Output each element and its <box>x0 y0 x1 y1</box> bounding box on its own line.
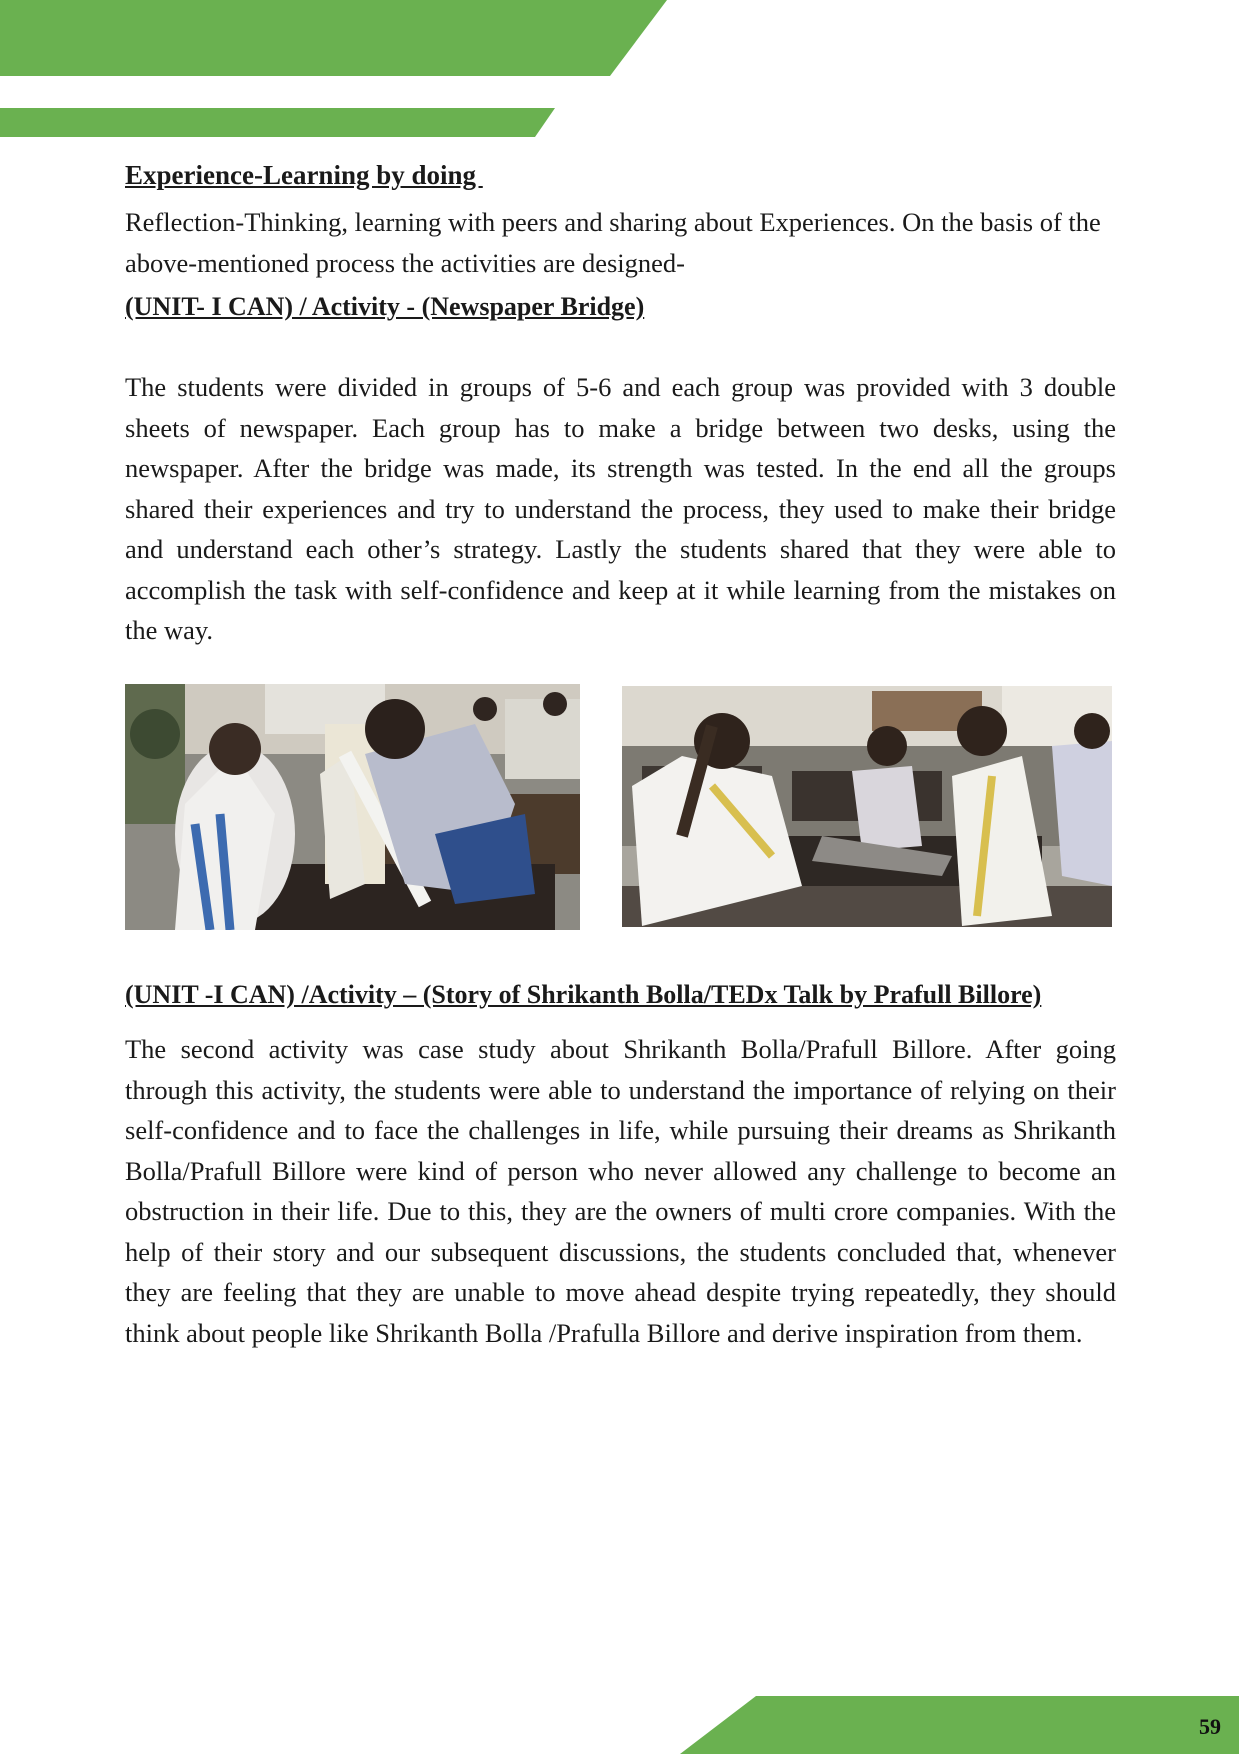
page-content <box>125 152 1116 651</box>
activity2-text: The second activity was case study about Shrikanth Bolla/Prafull Billore. After going through this activity, the students were able to understand the importance of relying on their self-confidence and to face the challenges in life, while pursuing their dreams as Shrikanth Bolla/Prafull Billore were kind of person who never allowed any challenge to become an obstruction in their life. Due to this, they are the owners of multi crore companies. With the help of their story and our subsequent discussions, the students concluded that, whenever they are feeling that they are unable to move ahead despite trying repeatedly, they should think about people like Shrikanth Bolla /Prafulla Billore and derive inspiration from them. <box>125 1034 1116 1348</box>
activity-photos <box>125 684 1116 931</box>
top-green-band <box>0 0 670 78</box>
intro-heading: Experience-Learning by doing <box>125 160 483 190</box>
intro-section <box>125 152 1116 327</box>
newspaper-bridge-photo-right <box>622 686 1112 927</box>
newspaper-bridge-photo-left <box>125 684 580 930</box>
activity2-section <box>125 974 1116 1353</box>
page-number: 59 <box>1199 1714 1221 1739</box>
activity2-heading: (UNIT -I CAN) /Activity – (Story of Shrikanth Bolla/TEDx Talk by Prafull Billore) <box>125 980 1042 1009</box>
activity1-text: The students were divided in groups of 5-6 and each group was provided with 3 double sheets of newspaper. Each group has to make a bridge between two desks, using the newspaper. After the bridge was made, its strength was tested. In the end all the groups shared their experiences and try to understand the process, they used to make their bridge and understand each other’s strategy. Lastly the students shared that they were able to accomplish the task with self-confidence and keep at it while learning from the mistakes on the way. <box>125 372 1116 645</box>
intro-text: Reflection-Thinking, learning with peers and sharing about Experiences. On the basis of the above-mentioned process the activities are designed- <box>125 207 1101 278</box>
top-green-stripe <box>0 108 560 138</box>
bottom-green-band <box>680 1696 1239 1754</box>
activity1-heading: (UNIT- I CAN) / Activity - (Newspaper Bridge) <box>125 292 645 321</box>
